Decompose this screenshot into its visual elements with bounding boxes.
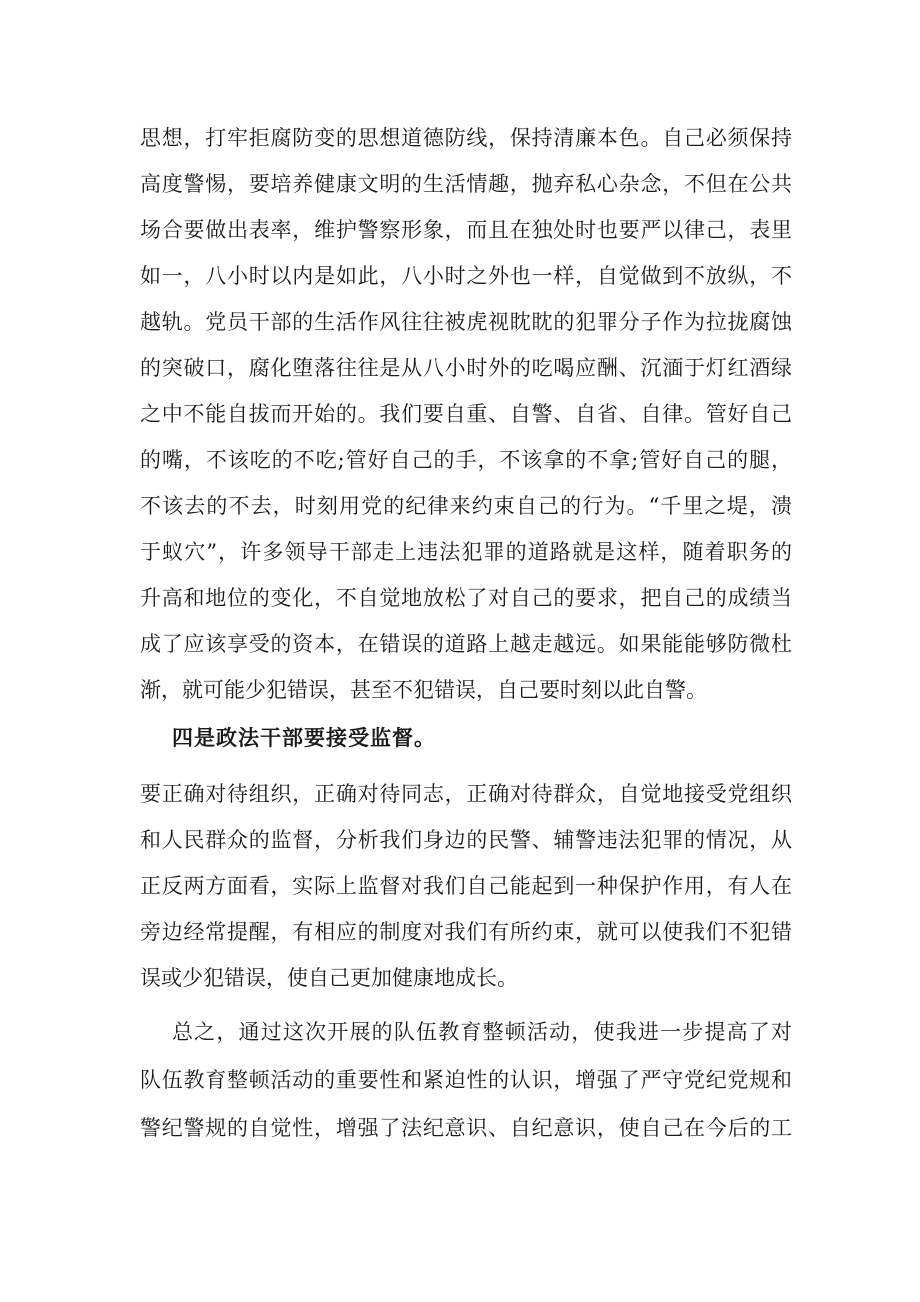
paragraph3-line: 警纪警规的自觉性，增强了法纪意识、自纪意识，使自己在今后的工: [140, 1116, 792, 1140]
paragraph1-line: 如一，八小时以内是如此，八小时之外也一样，自觉做到不放纵，不: [140, 264, 792, 288]
paragraph2-line: 正反两方面看，实际上监督对我们自己能起到一种保护作用，有人在: [140, 874, 792, 898]
paragraph2-line: 旁边经常提醒，有相应的制度对我们有所约束，就可以使我们不犯错: [140, 920, 792, 944]
paragraph2-line: 要正确对待组织，正确对待同志，正确对待群众，自觉地接受党组织: [140, 782, 792, 806]
paragraph1-line: 越轨。党员干部的生活作风往往被虎视眈眈的犯罪分子作为拉拢腐蚀: [140, 310, 792, 334]
paragraph2-line: 和人民群众的监督，分析我们身边的民警、辅警违法犯罪的情况，从: [140, 828, 792, 852]
paragraph1-line: 的突破口，腐化堕落往往是从八小时外的吃喝应酬、沉湎于灯红酒绿: [140, 356, 792, 380]
paragraph1-line: 之中不能自拔而开始的。我们要自重、自警、自省、自律。管好自己: [140, 402, 792, 426]
paragraph1-line: 渐，就可能少犯错误，甚至不犯错误，自己要时刻以此自警。: [140, 678, 707, 702]
paragraph1-line: 成了应该享受的资本，在错误的道路上越走越远。如果能能够防微杜: [140, 632, 792, 656]
paragraph1-line: 思想，打牢拒腐防变的思想道德防线，保持清廉本色。自己必须保持: [140, 126, 792, 150]
paragraph1-line: 的嘴，不该吃的不吃;管好自己的手，不该拿的不拿;管好自己的腿，: [140, 448, 792, 472]
paragraph1-line: 场合要做出表率，维护警察形象，而且在独处时也要严以律己，表里: [140, 218, 792, 242]
paragraph3-line: 队伍教育整顿活动的重要性和紧迫性的认识，增强了严守党纪党规和: [140, 1068, 792, 1092]
paragraph1-line: 不该去的不去，时刻用党的纪律来约束自己的行为。“千里之堤，溃: [140, 494, 792, 518]
paragraph1-line: 高度警惕，要培养健康文明的生活情趣，抛弃私心杂念，不但在公共: [140, 172, 792, 196]
paragraph1-line: 于蚁穴”，许多领导干部走上违法犯罪的道路就是这样，随着职务的: [140, 540, 792, 564]
section-heading: 四是政法干部要接受监督。: [172, 726, 436, 750]
paragraph1-line: 升高和地位的变化，不自觉地放松了对自己的要求，把自己的成绩当: [140, 586, 792, 610]
paragraph3-line: 总之，通过这次开展的队伍教育整顿活动，使我进一步提高了对: [172, 1020, 792, 1044]
paragraph2-line: 误或少犯错误，使自己更加健康地成长。: [140, 966, 518, 990]
